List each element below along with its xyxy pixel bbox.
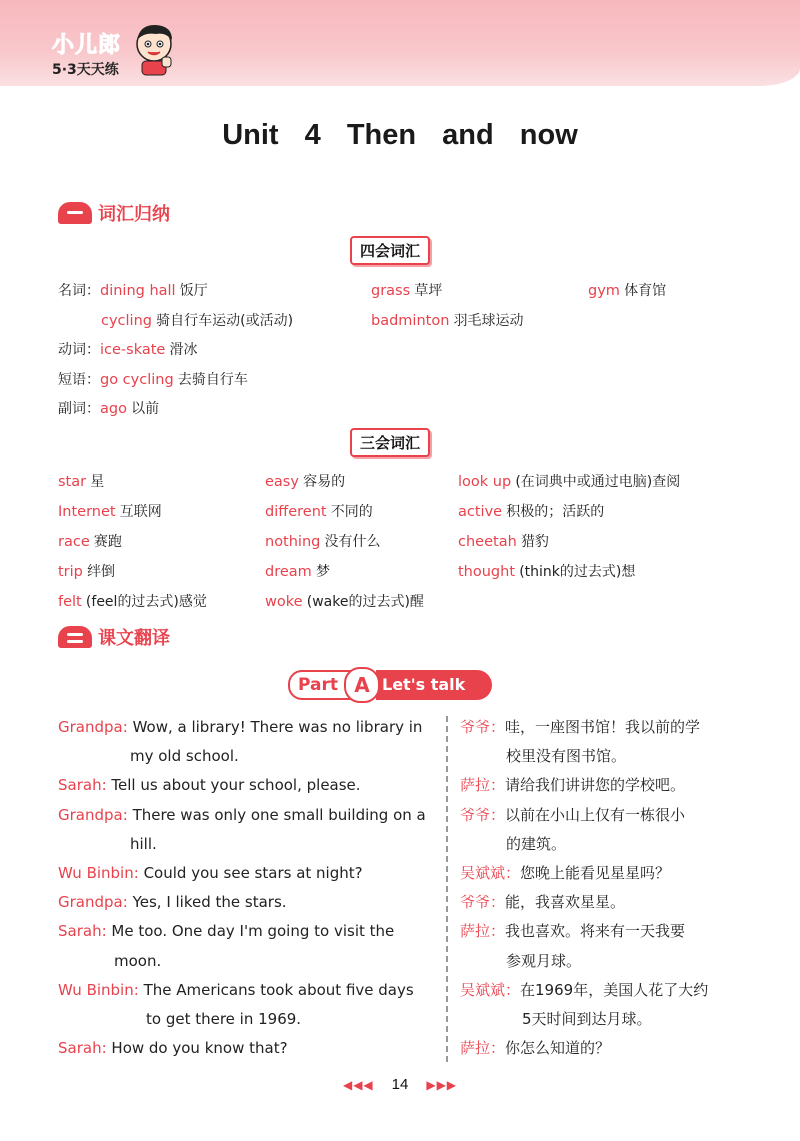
vocab-meaning: 不同的 xyxy=(330,504,373,520)
right-arrows-icon: ▶▶▶ xyxy=(426,1078,458,1092)
translation-line xyxy=(460,771,685,800)
vocab-item xyxy=(458,502,604,522)
dialogue-text: Tell us about your school, please. xyxy=(111,776,361,794)
section-one-icon xyxy=(58,202,92,224)
vocab-word: woke xyxy=(265,594,303,610)
vocab-word: star xyxy=(58,474,87,490)
vocab-label: 动词： xyxy=(58,342,100,358)
section-two-icon xyxy=(58,626,92,648)
translation-line xyxy=(460,859,670,888)
part-letter: A xyxy=(344,667,380,703)
vocab-word: different xyxy=(265,504,327,520)
part-name: Let's talk xyxy=(376,670,492,700)
vocab-label: 副词： xyxy=(58,401,100,417)
vocab-word: badminton xyxy=(371,313,450,329)
vocab-row-phrase xyxy=(58,370,248,390)
vocab-item xyxy=(101,311,293,331)
speaker-name: 爷爷： xyxy=(460,718,506,736)
section-translation-title: 课文翻译 xyxy=(98,628,170,649)
vocab-item xyxy=(58,472,104,492)
page-footer xyxy=(0,1076,800,1093)
dialogue-line xyxy=(58,713,422,742)
vocab-item xyxy=(265,532,381,552)
vocab-word: nothing xyxy=(265,534,321,550)
dialogue-text: hill. xyxy=(130,835,157,853)
translation-text: 5天时间到达月球。 xyxy=(522,1010,652,1028)
vocab-item xyxy=(58,592,207,612)
vocab-label: 短语： xyxy=(58,372,100,388)
vocab-item xyxy=(458,532,549,552)
translation-text: 能，我喜欢星星。 xyxy=(505,893,626,911)
dialogue-text: Yes, I liked the stars. xyxy=(132,893,287,911)
speaker-name: 爷爷： xyxy=(460,806,506,824)
dialogue-text: to get there in 1969. xyxy=(146,1010,302,1028)
dialogue-line xyxy=(58,976,414,1005)
vocab-word: cycling xyxy=(101,313,152,329)
vocab-word: go cycling xyxy=(100,372,174,388)
page-number: 14 xyxy=(391,1076,409,1093)
vocab-meaning-open: ( xyxy=(85,594,92,610)
dialogue-text: The Americans took about five days xyxy=(143,981,414,999)
vocab-word: ice-skate xyxy=(100,342,166,358)
vocab-meaning: 互联网 xyxy=(119,504,162,520)
vocab-word: trip xyxy=(58,564,83,580)
unit-title: Unit 4 Then and now xyxy=(222,119,578,151)
speaker-name: Grandpa: xyxy=(58,718,128,736)
vocab-meaning-open: ( xyxy=(306,594,313,610)
translation-text: 我也喜欢。将来有一天我要 xyxy=(505,922,686,940)
left-arrows-icon: ◀◀◀ xyxy=(342,1078,374,1092)
speaker-name: 萨拉： xyxy=(460,1039,506,1057)
vocab-item xyxy=(265,592,424,612)
vocab-item xyxy=(58,502,162,522)
vocab-meaning: 骑自行车运动(或活动) xyxy=(156,313,294,329)
speaker-name: 吴斌斌： xyxy=(460,864,521,882)
logo-top-text: 小儿郎 xyxy=(52,33,122,58)
dialogue-text: Could you see stars at night? xyxy=(143,864,363,882)
vocab-meaning: 绊倒 xyxy=(87,564,116,580)
vocab-item xyxy=(458,562,635,582)
vocab-row-adverb xyxy=(58,399,159,419)
vocab-item xyxy=(58,532,122,552)
translation-line xyxy=(460,888,625,917)
section-vocabulary-heading xyxy=(58,200,170,226)
translation-text: 的建筑。 xyxy=(506,835,567,853)
vocab-item xyxy=(58,562,115,582)
part-a-badge xyxy=(288,668,492,700)
vocab-row-verb xyxy=(58,340,198,360)
translation-line xyxy=(460,1034,610,1063)
vocab-meaning: 以前 xyxy=(131,401,160,417)
translation-line xyxy=(460,713,700,742)
vocab-word: grass xyxy=(371,283,411,299)
dialogue-text: Wow, a library! There was no library in xyxy=(132,718,423,736)
vocab-item xyxy=(371,311,524,331)
vocab-meaning: (在词典中或通过电脑)查阅 xyxy=(515,474,681,490)
speaker-name: Wu Binbin: xyxy=(58,864,139,882)
translation-text: 请给我们讲讲您的学校吧。 xyxy=(505,776,686,794)
vocab-word: dining hall xyxy=(100,283,176,299)
section-vocabulary-title: 词汇归纳 xyxy=(98,204,170,225)
vocab-base-word: wake xyxy=(312,594,349,610)
vocab-base-word: feel xyxy=(91,594,118,610)
logo xyxy=(52,28,121,79)
translation-line xyxy=(460,976,708,1005)
vocab-row-noun xyxy=(58,281,208,301)
vocab-item xyxy=(265,502,373,522)
translation-line xyxy=(460,917,685,946)
vocab-item xyxy=(588,281,666,301)
speaker-name: Grandpa: xyxy=(58,806,128,824)
column-divider xyxy=(446,716,448,1062)
dialogue-line xyxy=(58,888,287,917)
dialogue-text: my old school. xyxy=(130,747,239,765)
vocab-label: 名词： xyxy=(58,283,100,299)
mascot-icon xyxy=(132,20,176,76)
speaker-name: Grandpa: xyxy=(58,893,128,911)
vocab-word: felt xyxy=(58,594,82,610)
dialogue-line xyxy=(58,917,394,946)
vocab-meaning: 饭厅 xyxy=(179,283,208,299)
dialogue-text: moon. xyxy=(114,952,162,970)
vocab-meaning: 积极的；活跃的 xyxy=(506,504,605,520)
vocab-meaning: 的过去式)想 xyxy=(559,564,636,580)
vocab-word: easy xyxy=(265,474,299,490)
translation-text: 您晚上能看见星星吗？ xyxy=(520,864,671,882)
translation-text: 以前在小山上仅有一栋很小 xyxy=(505,806,686,824)
vocab-word: active xyxy=(458,504,503,520)
vocab-meaning: 梦 xyxy=(315,564,330,580)
vocab-meaning: 去骑自行车 xyxy=(177,372,248,388)
vocab-item xyxy=(458,472,680,492)
speaker-name: 爷爷： xyxy=(460,893,506,911)
section-translation-heading xyxy=(58,624,170,650)
badge-four-skills: 四会词汇 xyxy=(350,236,430,265)
badge-three-skills: 三会词汇 xyxy=(350,428,430,457)
vocab-word: thought xyxy=(458,564,516,580)
speaker-name: 萨拉： xyxy=(460,776,506,794)
vocab-word: look up xyxy=(458,474,512,490)
part-word: Part xyxy=(288,670,362,700)
vocab-word: Internet xyxy=(58,504,116,520)
vocab-meaning: 滑冰 xyxy=(169,342,198,358)
dialogue-text: Me too. One day I'm going to visit the xyxy=(111,922,395,940)
speaker-name: Wu Binbin: xyxy=(58,981,139,999)
vocab-word: dream xyxy=(265,564,312,580)
logo-bottom-text: 5·3天天练 xyxy=(52,62,119,78)
vocab-item xyxy=(265,472,345,492)
translation-text: 哇，一座图书馆！我以前的学 xyxy=(505,718,701,736)
vocab-meaning: 猎豹 xyxy=(520,534,549,550)
speaker-name: Sarah: xyxy=(58,922,107,940)
vocab-word: cheetah xyxy=(458,534,517,550)
vocab-meaning: 星 xyxy=(90,474,105,490)
translation-text: 参观月球。 xyxy=(506,952,582,970)
dialogue-text: There was only one small building on a xyxy=(132,806,426,824)
vocab-meaning: 赛跑 xyxy=(93,534,122,550)
vocab-meaning: 容易的 xyxy=(303,474,346,490)
speaker-name: Sarah: xyxy=(58,1039,107,1057)
translation-line xyxy=(460,801,685,830)
translation-text: 你怎么知道的？ xyxy=(505,1039,611,1057)
vocab-meaning: 的过去式)醒 xyxy=(348,594,424,610)
translation-text: 校里没有图书馆。 xyxy=(506,747,627,765)
speaker-name: Sarah: xyxy=(58,776,107,794)
vocab-base-word: think xyxy=(524,564,560,580)
translation-text: 在1969年，美国人花了大约 xyxy=(520,981,709,999)
vocab-meaning: 羽毛球运动 xyxy=(453,313,524,329)
dialogue-line xyxy=(58,801,426,830)
speaker-name: 吴斌斌： xyxy=(460,981,521,999)
vocab-word: gym xyxy=(588,283,620,299)
vocab-meaning: 体育馆 xyxy=(624,283,667,299)
dialogue-line xyxy=(58,859,363,888)
speaker-name: 萨拉： xyxy=(460,922,506,940)
vocab-item xyxy=(371,281,442,301)
dialogue-line xyxy=(58,771,361,800)
vocab-meaning: 没有什么 xyxy=(324,534,381,550)
vocab-word: ago xyxy=(100,401,127,417)
dialogue-text: How do you know that? xyxy=(111,1039,288,1057)
vocab-word: race xyxy=(58,534,90,550)
vocab-meaning: 草坪 xyxy=(414,283,443,299)
vocab-meaning-open: ( xyxy=(519,564,525,580)
dialogue-line xyxy=(58,1034,288,1063)
vocab-item xyxy=(265,562,330,582)
vocab-meaning: 的过去式)感觉 xyxy=(117,594,207,610)
